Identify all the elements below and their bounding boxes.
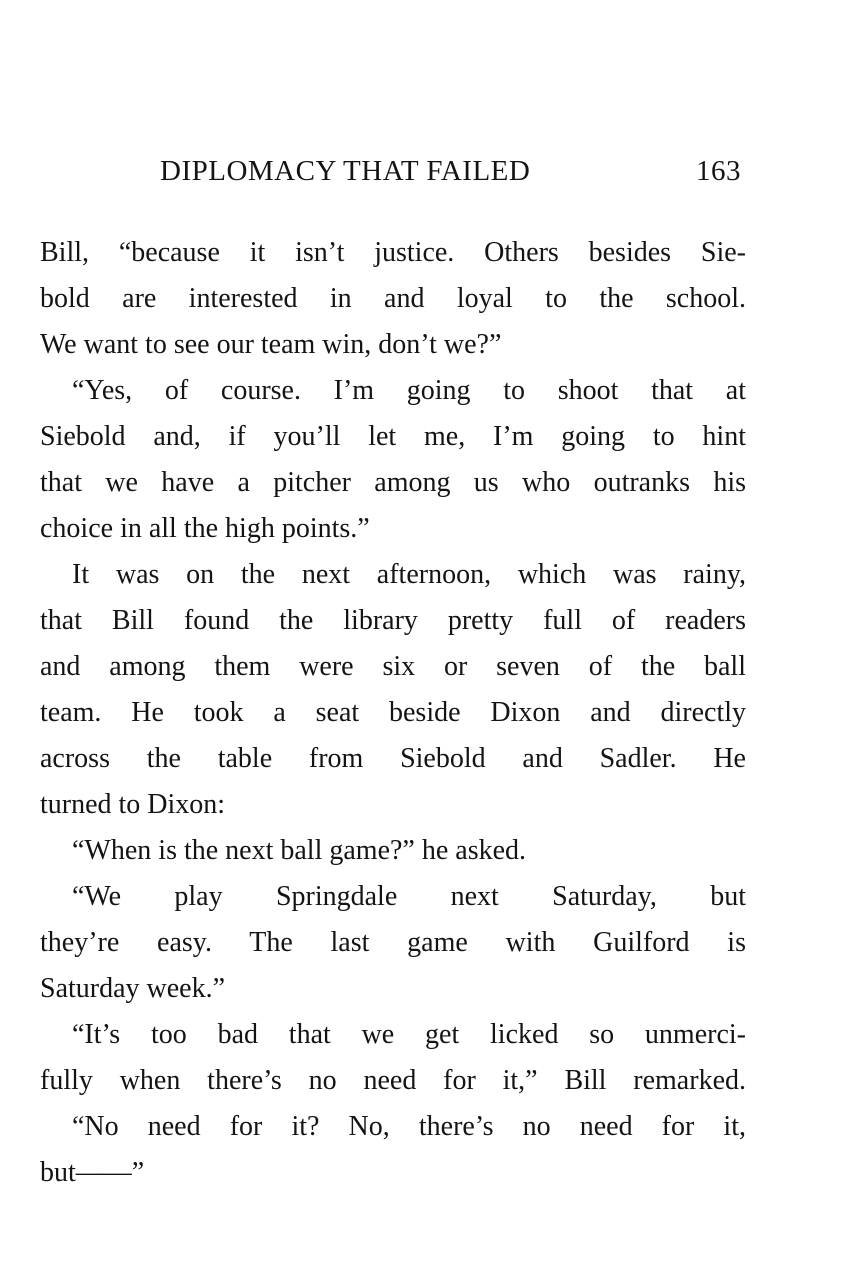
text-line: It was on the next afternoon, which was rainy,	[72, 559, 746, 590]
text-line: “It’s too bad that we get licked so unmerci-	[72, 1019, 746, 1050]
text-line: but——”	[40, 1157, 145, 1188]
chapter-title: DIPLOMACY THAT FAILED	[160, 155, 531, 187]
body-text	[40, 230, 746, 1196]
text-line: We want to see our team win, don’t we?”	[40, 329, 502, 360]
text-line: and among them were six or seven of the ball	[40, 651, 746, 682]
text-line: “Yes, of course. I’m going to shoot that at	[72, 375, 746, 406]
text-line: bold are interested in and loyal to the school.	[40, 283, 746, 314]
text-line: they’re easy. The last game with Guilford is	[40, 927, 746, 958]
text-line: that Bill found the library pretty full of readers	[40, 605, 746, 636]
text-line: that we have a pitcher among us who outranks his	[40, 467, 746, 498]
text-line: team. He took a seat beside Dixon and directly	[40, 697, 746, 728]
text-line: Bill, “because it isn’t justice. Others besides Sie-	[40, 237, 746, 268]
text-line: Siebold and, if you’ll let me, I’m going to hint	[40, 421, 746, 452]
running-head	[160, 155, 745, 199]
text-line: “When is the next ball game?” he asked.	[72, 835, 527, 866]
text-line: “No need for it? No, there’s no need for it,	[72, 1111, 746, 1142]
text-line: fully when there’s no need for it,” Bill remarked.	[40, 1065, 746, 1096]
page-number: 163	[696, 155, 741, 187]
text-line: turned to Dixon:	[40, 789, 226, 820]
text-line: Saturday week.”	[40, 973, 226, 1004]
text-line: “We play Springdale next Saturday, but	[72, 881, 746, 912]
text-line: across the table from Siebold and Sadler. He	[40, 743, 746, 774]
text-line: choice in all the high points.”	[40, 513, 370, 544]
